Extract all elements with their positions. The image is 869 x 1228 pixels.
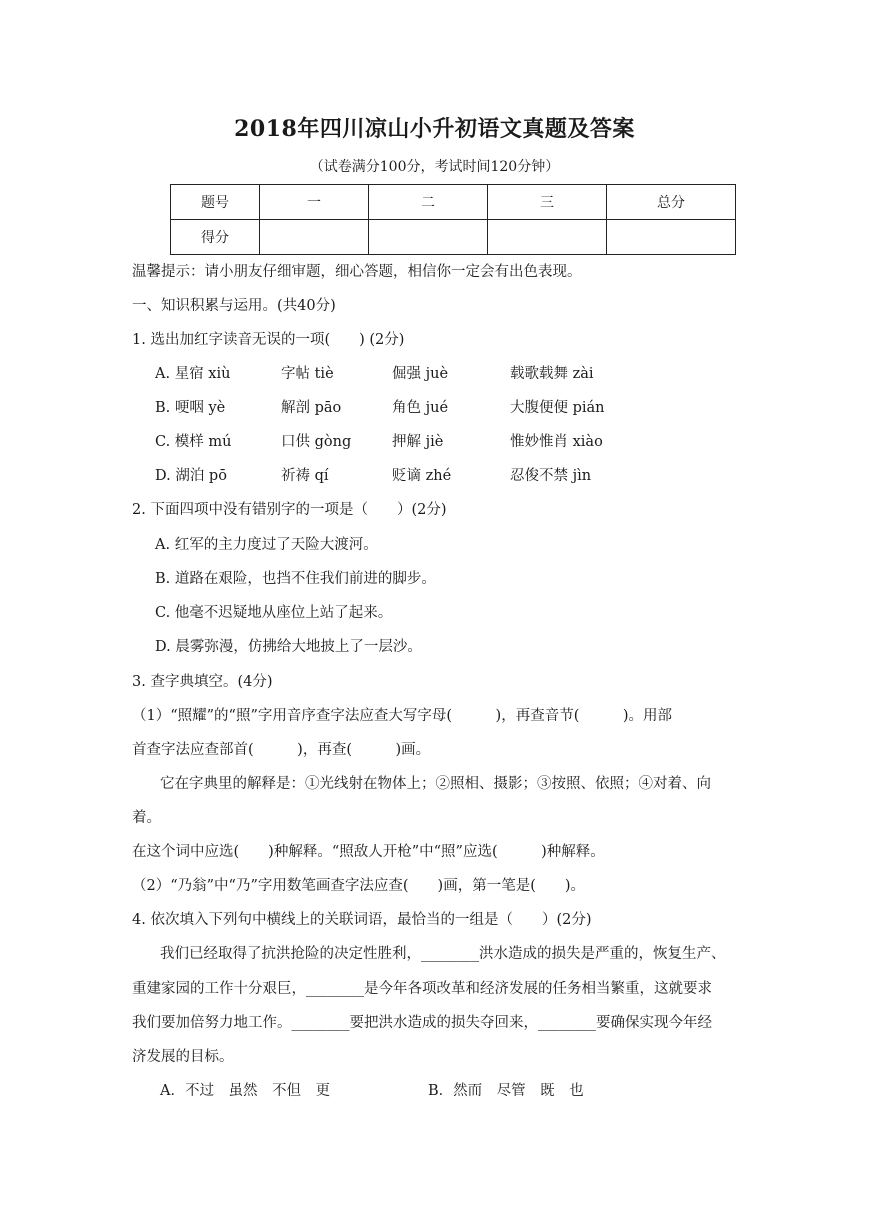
header-cell: 二 [369,185,488,220]
question-text: 着。 [132,810,161,826]
header-cell: 题号 [171,185,260,220]
question-text: （2）“乃翁”中“乃”字用数笔画查字法应查( )画，第一笔是( )。 [132,878,586,894]
question-stem: 4. 依次填入下列句中横线上的关联词语，最恰当的一组是（ ）(2分) [132,912,592,928]
passage-line: 我们要加倍努力地工作。________要把洪水造成的损失夺回来，________要确保实现今年经 [132,1015,712,1031]
option-cell: 大腹便便 pián [510,400,605,416]
page-title: 2018年四川凉山小升初语文真题及答案 [234,116,635,142]
question-text: 首查字法应查部首( )，再查( )画。 [132,742,431,758]
option-cell: 载歌载舞 zài [510,366,594,382]
option-text: A. 红军的主力度过了天险大渡河。 [155,537,378,553]
score-cell[interactable] [607,220,736,255]
section-heading: 一、知识积累与运用。(共40分) [132,298,336,314]
question-stem: 1. 选出加红字读音无误的一项( ) (2分) [132,332,405,348]
option-cell: 贬谪 zhé [392,468,452,484]
score-table-header-row [171,185,736,220]
score-table-score-row [171,220,736,255]
passage-line: 重建家园的工作十分艰巨，________是今年各项改革和经济发展的任务相当繁重，这就要求 [132,981,712,997]
option-text: C. 他毫不迟疑地从座位上站了起来。 [155,605,393,621]
option-cell: B. 哽咽 yè [155,400,226,416]
question-text: 它在字典里的解释是：①光线射在物体上；②照相、摄影；③按照、依照；④对着、向 [160,776,711,792]
option-cell: 惟妙惟肖 xiào [510,434,603,450]
option-cell: D. 湖泊 pō [155,468,227,484]
question-stem: 2. 下面四项中没有错别字的一项是（ ）(2分) [132,502,447,518]
question-stem: 3. 查字典填空。(4分) [132,674,273,690]
option-cell: C. 模样 mú [155,434,232,450]
score-cell[interactable] [260,220,369,255]
option-cell: 押解 jiè [392,434,444,450]
option-cell: 祈祷 qí [281,468,329,484]
score-table [170,184,736,255]
tip-text: 温馨提示：请小朋友仔细审题，细心答题，相信你一定会有出色表现。 [132,264,582,280]
option-cell: 忍俊不禁 jìn [510,468,592,484]
option-cell: 倔强 juè [392,366,449,382]
question-text: （1）“照耀”的“照”字用音序查字法应查大写字母( )，再查音节( )。用部 [132,708,673,724]
option-text: B. 道路在艰险，也挡不住我们前进的脚步。 [155,571,436,587]
header-cell: 三 [488,185,607,220]
question-text: 在这个词中应选( )种解释。“照敌人开枪”中“照”应选( )种解释。 [132,844,605,860]
option-cell: 角色 jué [392,400,449,416]
score-cell[interactable] [369,220,488,255]
row-label-cell: 得分 [171,220,260,255]
header-cell: 一 [260,185,369,220]
option-text: B．然而 尽管 既 也 [428,1083,584,1099]
option-text: A．不过 虽然 不但 更 [160,1083,330,1099]
passage-line: 济发展的目标。 [132,1049,234,1065]
option-cell: 解剖 pāo [281,400,342,416]
option-text: D. 晨雾弥漫，仿拂给大地披上了一层沙。 [155,639,422,655]
passage-line: 我们已经取得了抗洪抢险的决定性胜利，________洪水造成的损失是严重的，恢复生产、 [160,946,726,962]
option-cell: A. 星宿 xiù [155,366,231,382]
header-cell: 总分 [607,185,736,220]
option-cell: 口供 gòng [281,434,352,450]
exam-subtitle: （试卷满分100分，考试时间120分钟） [309,159,560,175]
score-cell[interactable] [488,220,607,255]
option-cell: 字帖 tiè [281,366,334,382]
